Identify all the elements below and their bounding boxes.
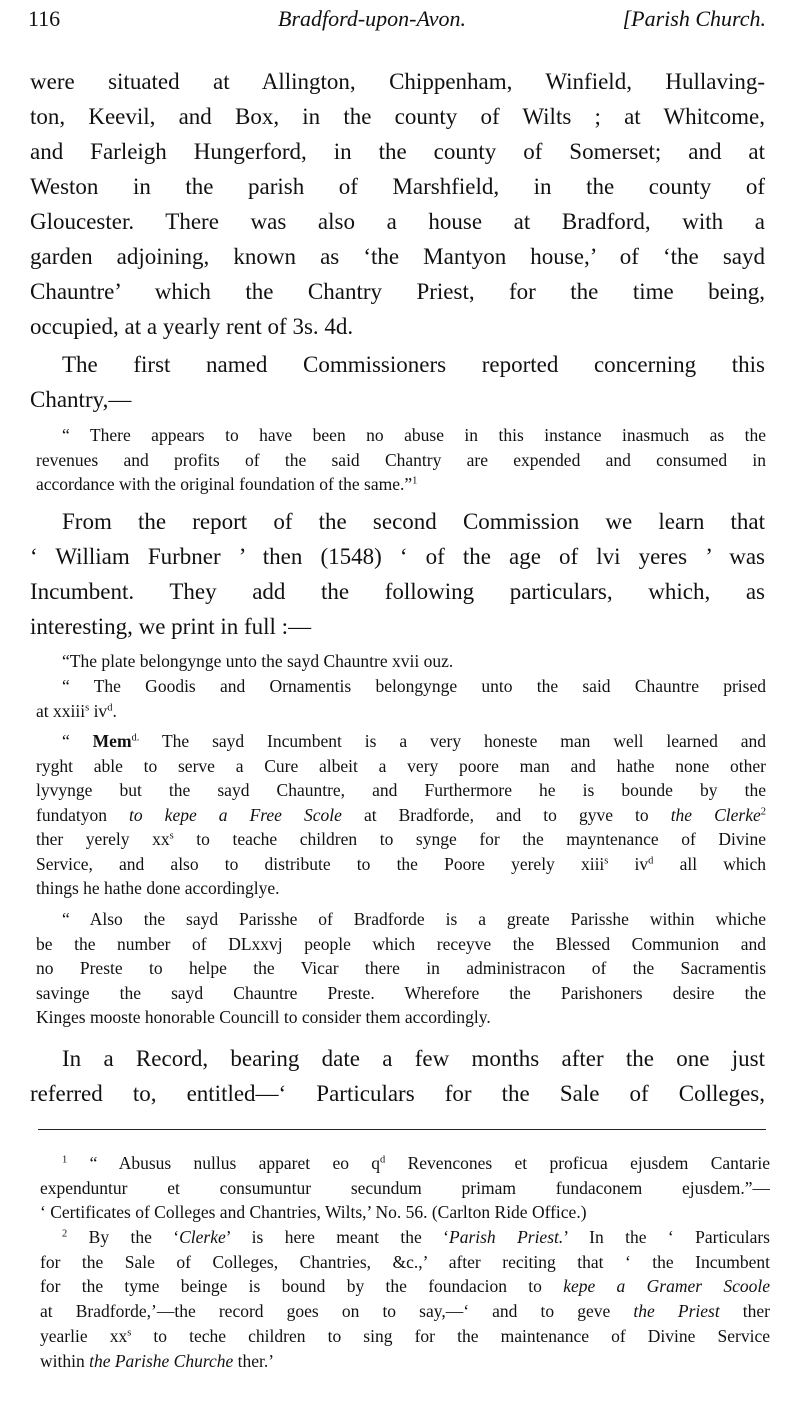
text-run: ton, Keevil, and Box, in the county of Wilts ; at Whitcome, bbox=[30, 104, 765, 129]
text-line bbox=[40, 1200, 770, 1225]
text-run: From the report of the second Commission we learn that bbox=[62, 509, 765, 534]
text-run: “ bbox=[62, 731, 93, 751]
text-line bbox=[36, 956, 766, 981]
text-line bbox=[36, 674, 766, 699]
text-run: Service, and also to distribute to the Poore yerely xiii bbox=[36, 853, 605, 874]
text-line bbox=[36, 827, 766, 852]
italic-text: Parish Priest. bbox=[449, 1227, 564, 1247]
block-quote bbox=[36, 907, 766, 1030]
text-run: ‘ Certificates of Colleges and Chantries, Wilts,’ No. 56. (Carlton Ride Office.) bbox=[40, 1202, 587, 1223]
superscript: d bbox=[107, 702, 113, 714]
text-run: ‘ William Furbner ’ then (1548) ‘ of the age of lvi yeres ’ was bbox=[30, 544, 765, 569]
text-run: no Preste to helpe the Vicar there in administracon of the Sacramentis bbox=[36, 958, 766, 978]
superscript: s bbox=[169, 830, 174, 842]
text-line bbox=[40, 1176, 770, 1201]
text-run: at Bradforde,’—the record goes on to say,—‘ and to geve bbox=[40, 1301, 634, 1322]
text-run: “ Also the sayd Parisshe of Bradforde is a greate Parisshe within whiche bbox=[62, 909, 766, 929]
text-run: at Bradforde, and to gyve to bbox=[341, 804, 671, 825]
text-run: fundatyon bbox=[36, 804, 130, 825]
text-line bbox=[36, 472, 766, 497]
text-line bbox=[40, 1349, 770, 1374]
text-run: ’ is here meant the ‘ bbox=[225, 1227, 449, 1247]
text-line bbox=[40, 1151, 770, 1176]
text-line bbox=[36, 803, 766, 828]
text-run: Revencones et proficua ejusdem Cantarie bbox=[385, 1153, 770, 1173]
text-run: to teche children to sing for the maintenance of Divine Service bbox=[131, 1325, 770, 1346]
text-run: “ There appears to have been no abuse in this instance inasmuch as the bbox=[62, 425, 766, 445]
text-run: Chantry,— bbox=[30, 387, 132, 412]
text-line bbox=[36, 754, 766, 779]
text-line bbox=[30, 382, 765, 417]
superscript: 1 bbox=[62, 1154, 68, 1166]
text-line bbox=[40, 1324, 770, 1349]
text-run: The first named Commissioners reported concerning this bbox=[62, 352, 765, 377]
footnote-divider bbox=[38, 1129, 766, 1130]
italic-text: kepe a Gramer Scoole bbox=[563, 1276, 770, 1297]
text-line bbox=[30, 609, 765, 644]
italic-text: Clerke bbox=[179, 1227, 226, 1247]
text-line bbox=[36, 907, 766, 932]
text-run: ther yerely xx bbox=[36, 829, 170, 849]
paragraph bbox=[30, 1041, 765, 1111]
running-title: Bradford-upon-Avon. bbox=[278, 6, 466, 31]
text-line bbox=[30, 504, 765, 539]
superscript: 1 bbox=[412, 475, 418, 487]
text-run: yearlie xx bbox=[40, 1325, 128, 1346]
text-run: “ Abusus nullus apparet eo q bbox=[67, 1153, 381, 1173]
text-line bbox=[30, 134, 765, 169]
text-run: be the number of DLxxvj people which receyve the Blessed Communion and bbox=[36, 933, 766, 954]
text-line bbox=[30, 1076, 765, 1111]
text-run: In a Record, bearing date a few months after the one just bbox=[62, 1046, 765, 1071]
text-line bbox=[36, 448, 766, 473]
text-run: ther.’ bbox=[233, 1350, 275, 1371]
footnote bbox=[40, 1225, 770, 1373]
italic-text: the Parishe Churche bbox=[89, 1350, 234, 1371]
text-run: were situated at Allington, Chippenham, Winfield, Hullaving- bbox=[30, 69, 765, 94]
text-run: ther bbox=[719, 1301, 770, 1322]
italic-text: the Priest bbox=[633, 1301, 720, 1322]
text-run: Kinges mooste honorable Councill to consider them accordingly. bbox=[36, 1007, 491, 1027]
text-line bbox=[30, 347, 765, 382]
text-run: “The plate belongynge unto the sayd Chauntre xvii ouz. bbox=[62, 651, 454, 671]
text-line bbox=[30, 274, 765, 309]
superscript: s bbox=[85, 702, 90, 714]
text-run: ’ In the ‘ Particulars bbox=[563, 1227, 770, 1247]
text-run: at xxiii bbox=[36, 700, 86, 721]
text-line bbox=[36, 981, 766, 1006]
text-line bbox=[36, 423, 766, 448]
text-run: expenduntur et consumuntur secundum primam fundaconem ejusdem.”— bbox=[40, 1177, 770, 1198]
text-line bbox=[30, 99, 765, 134]
text-line bbox=[36, 1005, 766, 1030]
text-run: revenues and profits of the said Chantry are expended and consumed in bbox=[36, 449, 766, 470]
text-line bbox=[36, 699, 766, 724]
text-run: Gloucester. There was also a house at Bradford, with a bbox=[30, 209, 765, 234]
text-run: savinge the sayd Chauntre Preste. Wherefore the Parishoners desire the bbox=[36, 982, 766, 1003]
superscript: d bbox=[648, 855, 654, 867]
text-run: all which bbox=[653, 853, 766, 874]
text-line bbox=[30, 309, 765, 344]
text-line bbox=[36, 876, 766, 901]
text-run: iv bbox=[608, 853, 649, 874]
text-line bbox=[30, 169, 765, 204]
paragraph bbox=[30, 347, 765, 417]
text-line bbox=[30, 1041, 765, 1076]
text-run: referred to, entitled—‘ Particulars for the Sale of Colleges, bbox=[30, 1081, 765, 1106]
text-run: within bbox=[40, 1350, 90, 1371]
paragraph bbox=[30, 64, 765, 344]
text-line bbox=[36, 932, 766, 957]
footnote bbox=[40, 1151, 770, 1225]
text-run: iv bbox=[89, 700, 108, 721]
text-run: for the Sale of Colleges, Chantries, &c.,’ after reciting that ‘ the Incumbent bbox=[40, 1251, 770, 1272]
block-quote bbox=[36, 729, 766, 901]
text-line bbox=[36, 852, 766, 877]
text-line bbox=[30, 239, 765, 274]
text-run: and Farleigh Hungerford, in the county of Somerset; and at bbox=[30, 139, 765, 164]
superscript: d bbox=[380, 1154, 386, 1166]
text-line bbox=[40, 1225, 770, 1250]
superscript: 2 bbox=[62, 1228, 68, 1240]
text-run: The sayd Incumbent is a very honeste man well learned and bbox=[139, 731, 766, 751]
text-run: ryght able to serve a Cure albeit a very poore man and hathe none other bbox=[36, 755, 766, 776]
blackletter-text: Mem bbox=[92, 731, 132, 751]
text-line bbox=[36, 729, 766, 754]
superscript: 2 bbox=[760, 806, 766, 818]
text-line bbox=[30, 204, 765, 239]
text-run: for the tyme beinge is bound by the foundacion to bbox=[40, 1276, 564, 1297]
text-line bbox=[30, 539, 765, 574]
superscript: d. bbox=[131, 732, 140, 744]
text-run: Weston in the parish of Marshfield, in the county of bbox=[30, 174, 765, 199]
text-line bbox=[36, 778, 766, 803]
text-run: “ The Goodis and Ornamentis belongynge unto the said Chauntre prised bbox=[62, 676, 766, 696]
text-line bbox=[40, 1299, 770, 1324]
text-line bbox=[40, 1250, 770, 1275]
text-line bbox=[30, 574, 765, 609]
superscript: s bbox=[604, 855, 609, 867]
text-line bbox=[40, 1274, 770, 1299]
block-quote bbox=[36, 423, 766, 497]
text-run: occupied, at a yearly rent of 3s. 4d. bbox=[30, 314, 354, 339]
text-run: By the ‘ bbox=[67, 1227, 180, 1247]
italic-text: to kepe a Free Scole bbox=[129, 804, 342, 825]
superscript: s bbox=[127, 1327, 132, 1339]
text-line bbox=[36, 649, 766, 674]
block-quote bbox=[36, 674, 766, 723]
text-run: accordance with the original foundation of the same.” bbox=[36, 474, 413, 494]
block-quote bbox=[36, 649, 766, 674]
text-line bbox=[30, 64, 765, 99]
text-run: interesting, we print in full :— bbox=[30, 614, 312, 639]
italic-text: the Clerke bbox=[670, 804, 761, 825]
text-run: lyvynge but the sayd Chauntre, and Furthermore he is bounde by the bbox=[36, 780, 766, 800]
text-run: . bbox=[112, 700, 117, 721]
running-header bbox=[28, 6, 766, 36]
text-run: things he hathe done accordinglye. bbox=[36, 878, 280, 898]
text-run: to teache children to synge for the mayntenance of Divine bbox=[173, 829, 766, 849]
text-run: Chauntre’ which the Chantry Priest, for the time being, bbox=[30, 279, 765, 304]
paragraph bbox=[30, 504, 765, 644]
page-number: 116 bbox=[28, 6, 61, 31]
text-run: garden adjoining, known as ‘the Mantyon house,’ of ‘the sayd bbox=[30, 244, 765, 269]
text-run: Incumbent. They add the following particulars, which, as bbox=[30, 579, 765, 604]
section-title: [Parish Church. bbox=[622, 6, 766, 31]
